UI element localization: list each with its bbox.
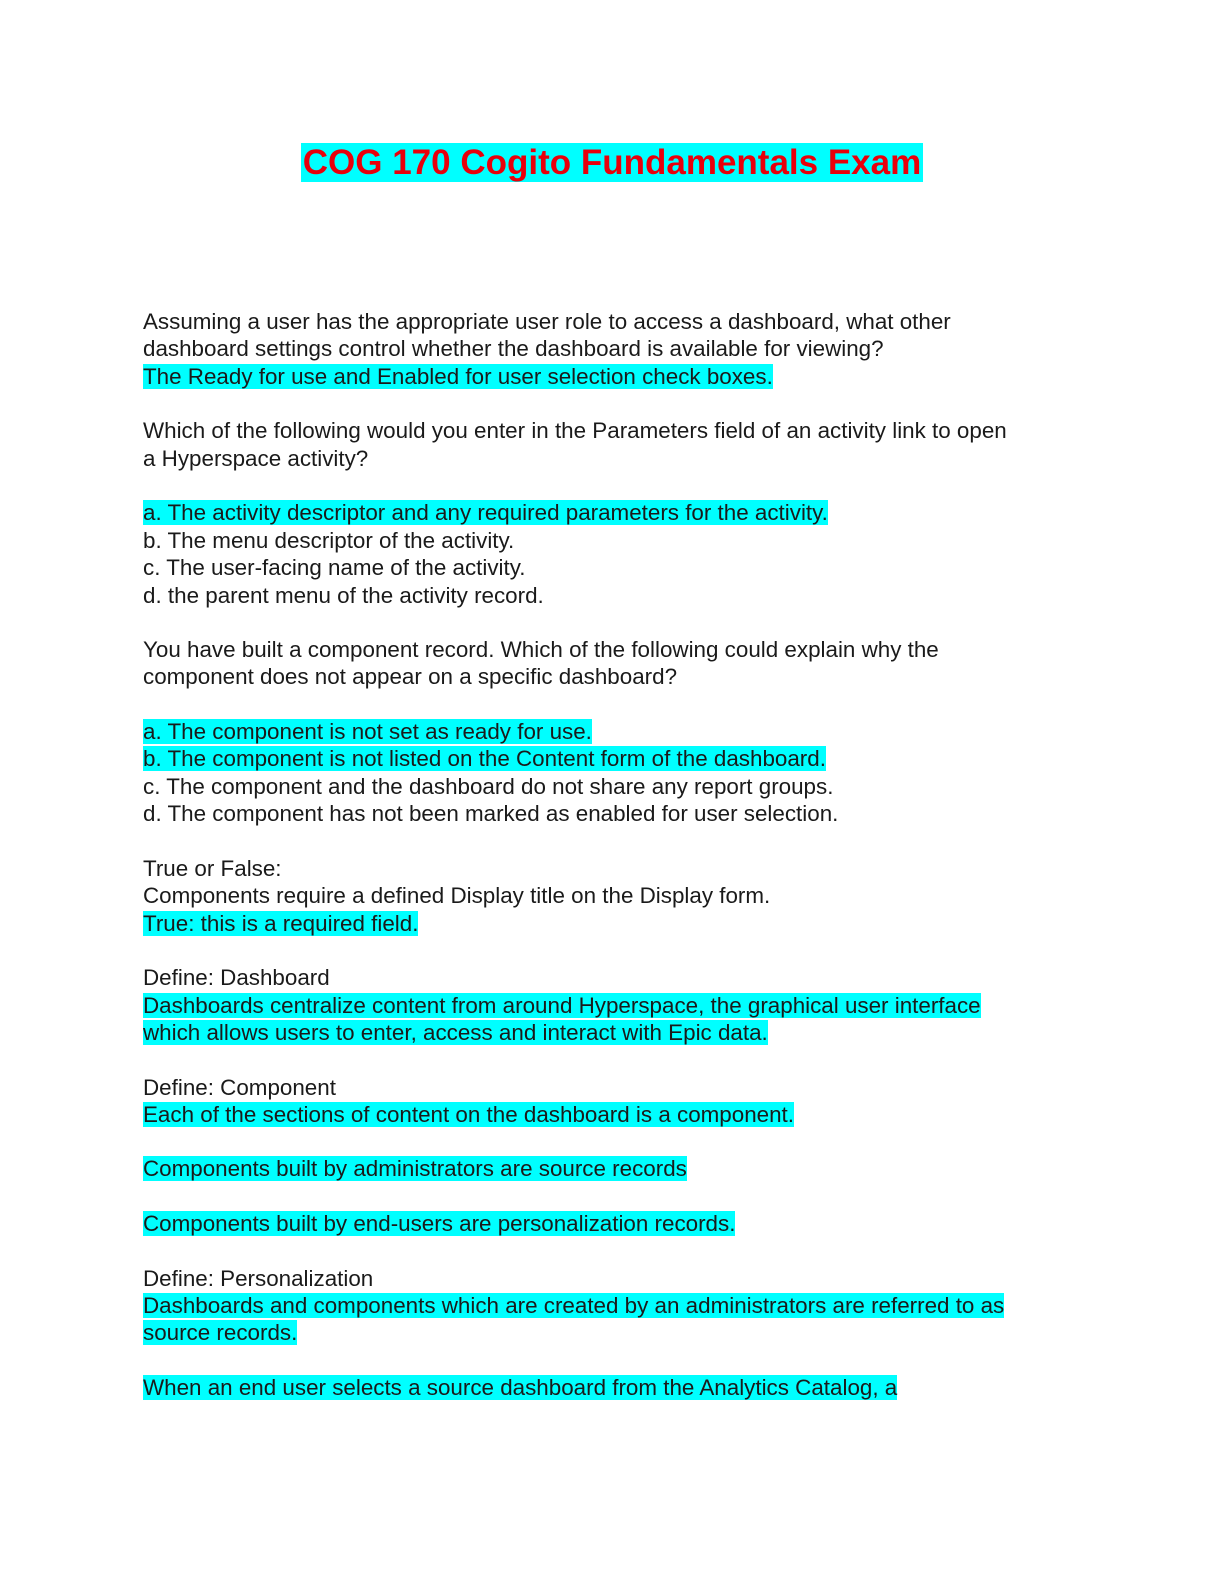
question-text: True or False: — [143, 855, 282, 881]
highlighted-answer-text: When an end user selects a source dashboard from the Analytics Catalog, a — [143, 1375, 898, 1400]
highlighted-answer-text: The Ready for use and Enabled for user selection check boxes. — [143, 363, 773, 389]
highlighted-answer-text: Each of the sections of content on the dashboard is a component. — [143, 1101, 795, 1127]
text-line — [143, 527, 1103, 554]
text-block — [143, 964, 1103, 1046]
text-line — [143, 1292, 1103, 1319]
highlighted-answer-text: which allows users to enter, access and interact with Epic data. — [143, 1019, 768, 1045]
text-line — [143, 1019, 1103, 1046]
question-text: Which of the following would you enter in the Parameters field of an activity link to open — [143, 418, 1007, 444]
text-block — [143, 1265, 1103, 1347]
highlighted-answer-text: True: this is a required field. — [143, 910, 419, 936]
text-line — [143, 1319, 1103, 1346]
text-line — [143, 636, 1103, 663]
highlighted-answer-text: Components built by end-users are personalization records. — [143, 1211, 736, 1237]
text-block — [143, 417, 1103, 472]
text-line — [143, 582, 1103, 609]
text-line — [143, 363, 1103, 390]
text-line — [143, 1101, 1103, 1128]
highlighted-answer-text: Dashboards and components which are created by an administrators are referred to as — [143, 1293, 1005, 1319]
text-line — [143, 308, 1103, 335]
text-line — [143, 499, 1103, 526]
question-text: a Hyperspace activity? — [143, 445, 369, 471]
question-text: dashboard settings control whether the dashboard is available for viewing? — [143, 336, 884, 362]
text-line — [143, 554, 1103, 581]
text-line — [143, 1155, 1103, 1182]
text-line — [143, 910, 1103, 937]
text-line — [143, 1265, 1103, 1292]
highlighted-answer-text: Dashboards centralize content from around Hyperspace, the graphical user interface — [143, 992, 981, 1018]
question-text: Assuming a user has the appropriate user role to access a dashboard, what other — [143, 309, 951, 334]
question-text: Define: Dashboard — [143, 965, 330, 991]
question-text: c. The component and the dashboard do not share any report groups. — [143, 773, 834, 799]
question-text: component does not appear on a specific dashboard? — [143, 664, 678, 690]
highlighted-answer-text: a. The activity descriptor and any required parameters for the activity. — [143, 500, 828, 526]
text-line — [143, 773, 1103, 800]
text-line — [143, 663, 1103, 690]
question-text: d. The component has not been marked as enabled for user selection. — [143, 801, 839, 827]
question-text: Define: Component — [143, 1074, 336, 1100]
highlighted-answer-text: Components built by administrators are source records — [143, 1156, 687, 1182]
text-block — [143, 1074, 1103, 1129]
highlighted-answer-text: a. The component is not set as ready for use. — [143, 719, 592, 745]
text-block — [143, 1155, 1103, 1182]
highlighted-answer-text: source records. — [143, 1320, 298, 1346]
question-text: Components require a defined Display title on the Display form. — [143, 883, 771, 909]
text-block — [143, 1374, 1103, 1401]
text-block — [143, 308, 1103, 390]
document-body — [143, 308, 1103, 1429]
text-line — [143, 1210, 1103, 1237]
text-line — [143, 882, 1103, 909]
text-block — [143, 499, 1103, 609]
text-line — [143, 1374, 1103, 1401]
highlighted-answer-text: b. The component is not listed on the Content form of the dashboard. — [143, 746, 826, 772]
text-block — [143, 718, 1103, 828]
text-line — [143, 800, 1103, 827]
text-block — [143, 636, 1103, 691]
question-text: d. the parent menu of the activity record. — [143, 582, 544, 608]
question-text: c. The user-facing name of the activity. — [143, 555, 526, 581]
text-line — [143, 335, 1103, 362]
question-text: You have built a component record. Which of the following could explain why the — [143, 637, 939, 663]
text-line — [143, 417, 1103, 444]
text-block — [143, 1210, 1103, 1237]
text-line — [143, 718, 1103, 745]
text-line — [143, 1074, 1103, 1101]
text-line — [143, 745, 1103, 772]
document-title-text: COG 170 Cogito Fundamentals Exam — [302, 143, 922, 182]
question-text: b. The menu descriptor of the activity. — [143, 527, 515, 553]
text-line — [143, 855, 1103, 882]
text-line — [143, 445, 1103, 472]
document-title — [0, 141, 1224, 184]
question-text: Define: Personalization — [143, 1265, 374, 1291]
text-line — [143, 992, 1103, 1019]
text-line — [143, 964, 1103, 991]
text-block — [143, 855, 1103, 937]
